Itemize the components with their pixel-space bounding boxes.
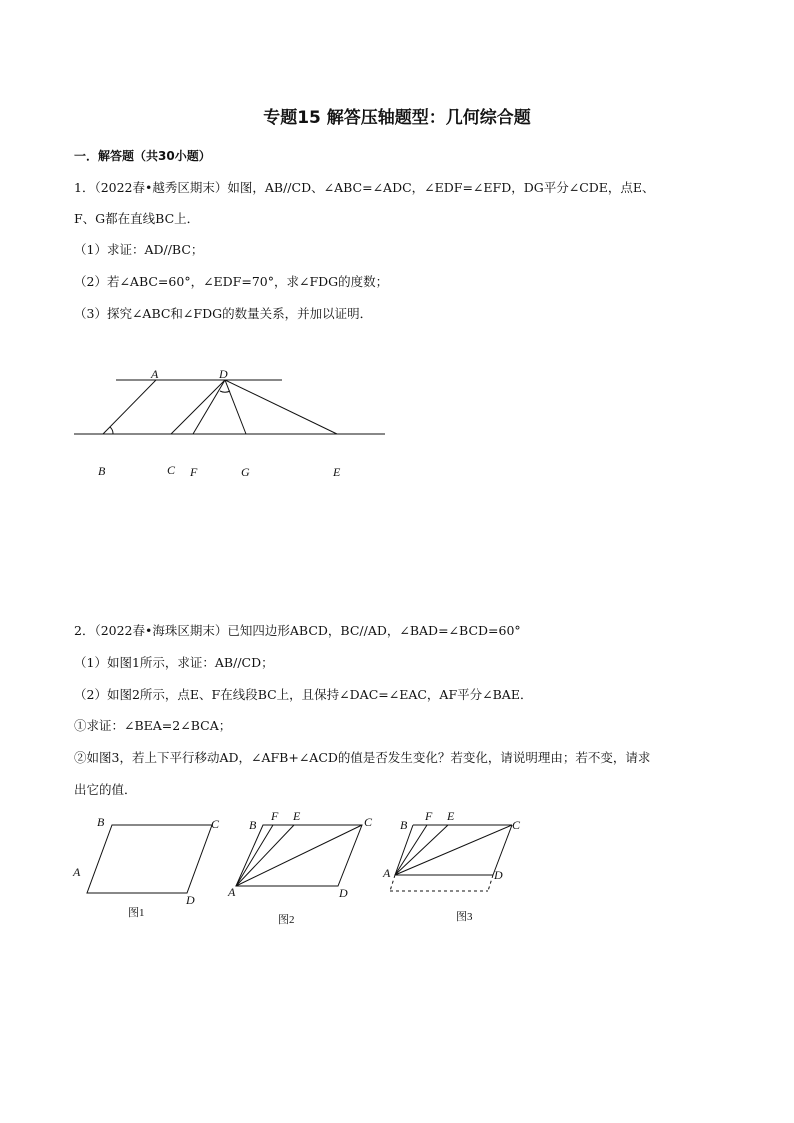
- fig2-label-c: C: [364, 815, 373, 829]
- fig1-label-b: B: [97, 815, 105, 829]
- label-e: E: [333, 465, 341, 479]
- fig3-label-f: F: [425, 809, 433, 823]
- fig1-caption: 图1: [128, 907, 145, 919]
- q2-part2: （2）如图2所示，点E、F在线段BC上，且保持∠DAC=∠EAC，AF平分∠BAE．: [74, 687, 533, 702]
- q2-stem: 2．（2022春•海珠区期末）已知四边形ABCD，BC//AD，∠BAD=∠BCD=60°: [74, 623, 521, 638]
- fig2-label-d: D: [339, 886, 348, 900]
- parallelogram-abcd: [87, 825, 212, 893]
- page-title: 专题15 解答压轴题型：几何综合题: [263, 108, 531, 128]
- q2-figure-3-labels: [382, 809, 521, 923]
- segment-ae: [236, 825, 294, 886]
- fig2-label-a: A: [228, 885, 236, 899]
- fig3-dashed-ad: [390, 875, 493, 891]
- label-f: F: [190, 465, 198, 479]
- fig1-label-a: A: [73, 865, 81, 879]
- q2-sub2-line1: ②如图3，若上下平行移动AD，∠AFB+∠ACD的值是否发生变化？若变化，请说明理由；若不变，请求: [74, 750, 651, 765]
- fig3-label-d: D: [494, 868, 503, 882]
- fig3-label-c: C: [512, 818, 521, 832]
- q1-stem-line1: 1．（2022春•越秀区期末）如图，AB//CD、∠ABC=∠ADC，∠EDF=∠EFD，DG平分∠CDE，点E、: [74, 180, 655, 195]
- angle-b-arc: [110, 427, 113, 434]
- segment-de: [225, 380, 337, 434]
- label-d: D: [219, 367, 228, 381]
- fig2-label-b: B: [249, 818, 257, 832]
- q2-figure-1-labels: [72, 815, 220, 919]
- q2-figure-1: [87, 825, 212, 893]
- segment-ab: [103, 380, 156, 434]
- fig3-segment-ba: [395, 825, 413, 875]
- fig3-caption: 图3: [456, 911, 473, 923]
- q2-sub2-line2: 出它的值．: [74, 782, 137, 797]
- label-g: G: [241, 465, 250, 479]
- label-c: C: [167, 463, 176, 477]
- q2-figure-2: [236, 825, 362, 886]
- q2-figure-2-labels: [227, 809, 373, 926]
- q1-figure-labels: [98, 367, 341, 479]
- fig1-label-d: D: [186, 893, 195, 907]
- q1-part2: （2）若∠ABC=60°，∠EDF=70°，求∠FDG的度数；: [74, 274, 389, 289]
- fig3-label-a: A: [383, 866, 391, 880]
- fig3-label-b: B: [400, 818, 408, 832]
- fig3-label-e: E: [447, 809, 455, 823]
- q2-part1: （1）如图1所示，求证：AB//CD；: [74, 655, 274, 670]
- q2-sub1: ①求证：∠BEA=2∠BCA；: [74, 718, 232, 733]
- fig3-segment-ae: [395, 825, 448, 875]
- q1-figure: [74, 380, 385, 434]
- angle-d-arc: [220, 391, 230, 392]
- label-b: B: [98, 464, 106, 478]
- fig2-label-e: E: [293, 809, 301, 823]
- fig2-label-f: F: [271, 809, 279, 823]
- q1-stem-line2: F、G都在直线BC上．: [74, 211, 200, 226]
- fig2-caption: 图2: [278, 914, 295, 926]
- label-a: A: [151, 367, 159, 381]
- section-heading: 一．解答题（共30小题）: [74, 149, 211, 163]
- q1-part3: （3）探究∠ABC和∠FDG的数量关系，并加以证明．: [74, 306, 373, 321]
- q1-part1: （1）求证：AD//BC；: [74, 242, 204, 257]
- fig1-label-c: C: [211, 817, 220, 831]
